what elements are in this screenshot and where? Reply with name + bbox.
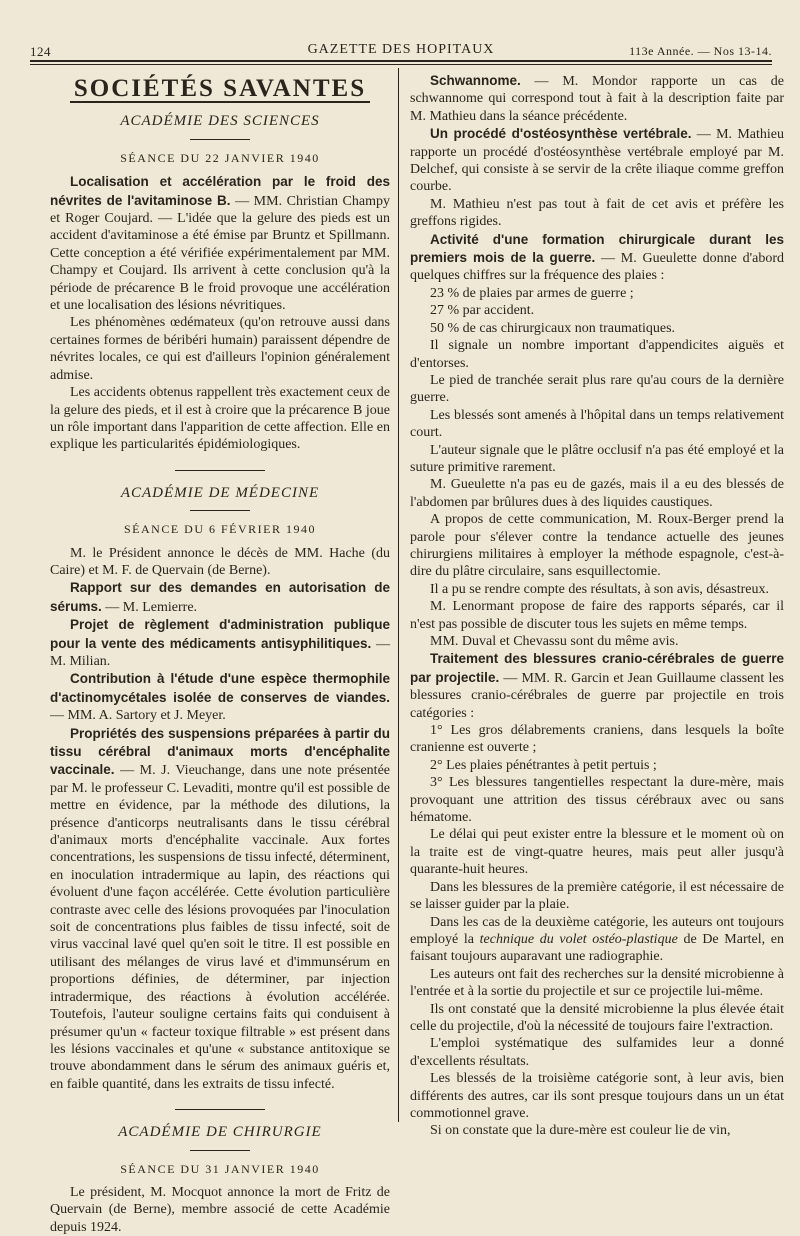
section-rule (190, 1150, 250, 1151)
session-date: SÉANCE DU 6 FÉVRIER 1940 (123, 522, 316, 537)
article-paragraph (50, 725, 390, 1094)
text-run: de De Martel, en faisant toujours auparavant une radiographie. (410, 931, 784, 965)
journal-title: GAZETTE DES HOPITAUX (307, 42, 495, 57)
article-text: — MM. R. Garcin et Jean Guillaume classent les blessures cranio-cérébrales de guerre par projectile en trois catégories : (410, 670, 784, 721)
section-title-sciences: ACADÉMIE DES SCIENCES (120, 113, 320, 130)
article-title: Localisation et accélération par le froid des névrites de l'avitaminose B. (50, 174, 390, 208)
paragraph: Ils ont constaté que la densité microbienne la plus élevée était celle du projectile, d'où la nécessité de toujours faire l'extraction. (410, 1001, 784, 1034)
article-text: — M. Milian. (50, 636, 390, 669)
section-rule (190, 139, 250, 140)
paragraph: Les auteurs ont fait des recherches sur la densité microbienne à l'entrée et à la sortie du projectile et sur ce projectile lui-même. (410, 966, 784, 1000)
article-text: — M. Gueulette donne d'abord quelques chiffres sur la fréquence des plaies : (410, 251, 784, 284)
list-item: 27 % par accident. (430, 303, 535, 319)
paragraph: Le président, M. Mocquot annonce la mort de Fritz de Quervain (de Berne), membre associé de cette Académie depuis 1924. (50, 1184, 390, 1235)
paragraph: M. Gueulette n'a pas eu de gazés, mais il a eu des blessés de l'abdomen par brûlures dues à des liquides caustiques. (410, 477, 784, 510)
right-column (410, 72, 784, 1140)
paragraph: Les accidents obtenus rappellent très exactement ceux de la gelure des pieds, et il est à croire que la précarence B joue un rôle important dans l'apparition de cette affection. Elle en explique les particularités épidémiologiques. (50, 385, 390, 453)
paragraph: A propos de cette communication, M. Roux-Berger prend la parole pour s'élever contre la tendance actuelle des jeunes chirurgiens militaires à employer la méthode espagnole, c'est-à-dire du plâtre circulaire, sans esquillectomie. (410, 512, 784, 580)
article-title: Projet de règlement d'administration publique pour la vente des médicaments antisyphilitiques. (50, 617, 390, 651)
issue-number: 113e Année. — Nos 13-14. (629, 44, 772, 58)
running-header (30, 38, 772, 60)
paragraph: Le délai qui peut exister entre la blessure et le moment où on la traite est de vingt-quatre heures, mais peut aller jusqu'à quarante-huit heures. (410, 827, 784, 878)
article-title: Rapport sur des demandes en autorisation de sérums. (50, 580, 390, 614)
paragraph: L'auteur signale que le plâtre occlusif n'a pas été employé et la suture primitive rarement. (410, 442, 784, 475)
article-paragraph (50, 173, 390, 314)
article-paragraph (50, 616, 390, 670)
article-paragraph (410, 231, 784, 285)
section-title-chirurgie: ACADÉMIE DE CHIRURGIE (118, 1124, 322, 1141)
page-number: 124 (30, 44, 51, 59)
header-rule-thick (30, 60, 772, 62)
paragraph: Les blessés de la troisième catégorie sont, à leur avis, bien différents des autres, car ils sont presque toujours dans un un état commotionnel grave. (410, 1071, 784, 1121)
article-title: Propriétés des suspensions préparées à partir du tissu cérébral d'animaux morts d'encéphalite vaccinale. (50, 725, 390, 778)
article-paragraph (50, 579, 390, 616)
article-text: — M. Lemierre. (101, 599, 198, 615)
article-text: — MM. Christian Champy et Roger Coujard. — L'idée que la gelure des pieds est un accident d'avitaminose a été émise par Bruntz et Spillmann. Cette conception a été vérifiée expérimentalement par MM. Champy et Coujard. Ils arrivent à cette conclusion qu'à la période de précarence B le froid provoque une accélération et une localisation des lésions névritiques. (50, 193, 390, 314)
paragraph: M. le Président annonce le décès de MM. Hache (du Caire) et M. F. de Quervain (de Berne). (50, 545, 390, 578)
paragraph: Si on constate que la dure-mère est couleur lie de vin, (430, 1123, 731, 1139)
header-rule-thin (30, 64, 772, 65)
section-separator (175, 1109, 265, 1110)
left-column (50, 72, 390, 1236)
section-title-medecine: ACADÉMIE DE MÉDECINE (120, 484, 320, 501)
paragraph: L'emploi systématique des sulfamides leur a donné d'excellents résultats. (410, 1036, 784, 1069)
paragraph: M. Lenormant propose de faire des rapports séparés, car il n'est pas possible de discuter tous les sujets en même temps. (410, 599, 784, 632)
list-item: 1° Les gros délabrements craniens, dans lesquels la boîte cranienne est ouverte ; (410, 723, 784, 756)
session-date: SÉANCE DU 22 JANVIER 1940 (120, 150, 320, 165)
article-paragraph (50, 670, 390, 724)
main-title: SOCIÉTÉS SAVANTES (73, 75, 367, 102)
article-text: — MM. A. Sartory et J. Meyer. (50, 708, 226, 724)
article-title: Contribution à l'étude d'une espèce thermophile d'actinomycétales isolée de conserves de viandes. (50, 671, 390, 705)
paragraph: Il signale un nombre important d'appendicites aiguës et d'entorses. (410, 338, 784, 371)
paragraph: MM. Duval et Chevassu sont du même avis. (430, 634, 679, 649)
session-date: SÉANCE DU 31 JANVIER 1940 (120, 1161, 320, 1176)
italic-text: technique du volet ostéo-plastique (479, 931, 678, 947)
article-title: Un procédé d'ostéosynthèse vertébrale. (430, 126, 692, 142)
list-item: 2° Les plaies pénétrantes à petit pertuis ; (430, 757, 657, 773)
article-title: Traitement des blessures cranio-cérébrales de guerre par projectile. (410, 651, 784, 685)
paragraph (410, 914, 784, 966)
list-item: 23 % de plaies par armes de guerre ; (430, 285, 634, 301)
column-separator (398, 68, 399, 1122)
list-item: 50 % de cas chirurgicaux non traumatiques. (430, 320, 676, 336)
section-separator (175, 470, 265, 471)
paragraph: Il a pu se rendre compte des résultats, à son avis, désastreux. (430, 581, 770, 597)
paragraph: Les phénomènes œdémateux (qu'on retrouve aussi dans certaines formes de béribéri humain) paraissent dépendre de névrites locales, ce qui est d'ailleurs l'opinion généralement admise. (50, 315, 390, 383)
article-title: Schwannome. (430, 73, 521, 88)
list-item: 3° Les blessures tangentielles respectant la dure-mère, mais provoquant une attrition des tissus cérébraux avec ou sans hématome. (410, 775, 784, 826)
paragraph: Les blessés sont amenés à l'hôpital dans un temps relativement court. (410, 407, 784, 441)
article-title: Activité d'une formation chirurgicale durant les premiers mois de la guerre. (410, 231, 784, 266)
article-text: — M. Mondor rapporte un cas de schwannome qui correspond tout à fait à la description faite par M. Mathieu dans la séance précédente. (410, 74, 784, 124)
article-paragraph (410, 72, 784, 125)
article-text: — M. Mathieu rapporte un procédé d'ostéosynthèse vertébrale employé par M. Delchef, qui consiste à se servir de la crête iliaque comme greffon courbe. (410, 127, 784, 195)
article-paragraph (410, 125, 784, 196)
paragraph: Dans les blessures de la première catégorie, il est nécessaire de se laisser guider par la plaie. (410, 879, 784, 913)
section-rule (190, 510, 250, 511)
text-run: Dans les cas de la deuxième catégorie, les auteurs ont toujours employé la (410, 914, 784, 947)
article-paragraph (410, 650, 784, 722)
paragraph: Le pied de tranchée serait plus rare qu'au cours de la dernière guerre. (410, 372, 784, 406)
paragraph: M. Mathieu n'est pas tout à fait de cet avis et préfère les greffons rigides. (410, 196, 784, 230)
article-text: — M. J. Vieuchange, dans une note présentée par M. le professeur C. Levaditi, montre qu'il est possible de mettre en évidence, par la méthode des dilutions, la présence d'anticorps neutralisants dans le tissu cérébral d'animaux morts d'encéphalite vaccinale. Aux fortes concentrations, les suspensions de tissu infecté, déterminent, en inoculation intradermique au lapin, des réactions qui évoluent d'une façon accélérée. Cette évolution particulière contraste avec celle des lésions provoquées par l'inoculation soit de concentrations plus faibles de tissu infecté, soit de virus vaccinal lavé quel qu'en soit le titre. Il est possible en utilisant des mélanges de virus lavé et d'immunsérum en proportions définies, de déterminer, par injection intradermique, des réactions à évolution accélérée. Toutefois, l'auteur souligne certains faits qui conduisent à présumer qu'un « facteur toxique filtrable » est présent dans les lésions vaccinales et qu'une « substance antitoxique se trouve abondamment dans le sérum des animaux guéris et, en faible quantité, dans les extraits de tissu infecté. (50, 763, 390, 1092)
